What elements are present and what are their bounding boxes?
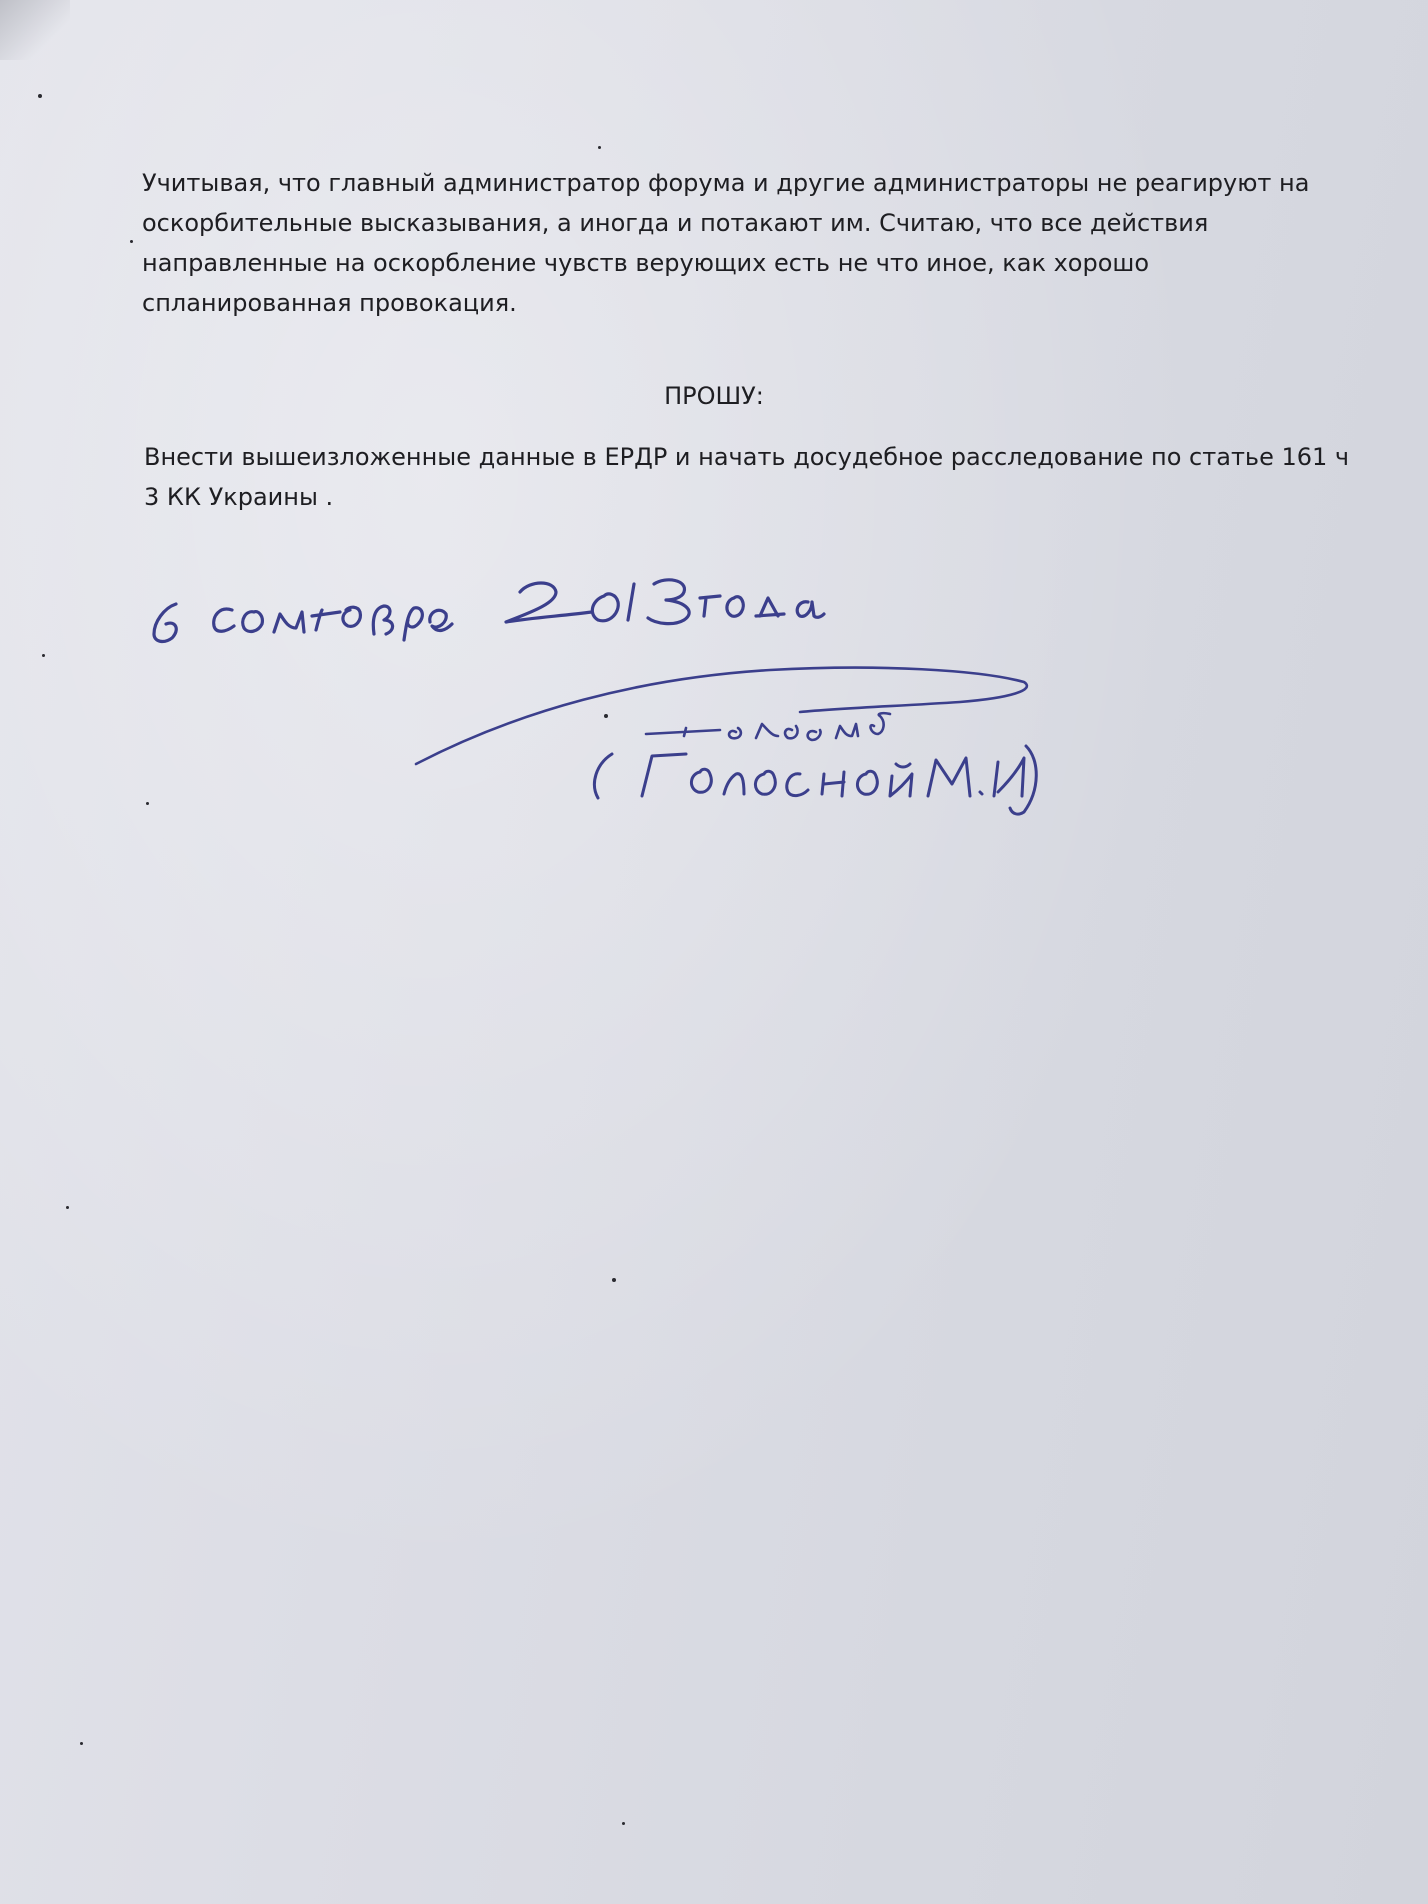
paper-speck bbox=[622, 1822, 625, 1825]
intro-paragraph: Учитывая, что главный администратор форума и другие администраторы не реагируют на оскорбительные высказывания, а иногда и потакают им. Считаю, что все действия направленные на оскорбление чувств верующих есть не что иное, как хорошо спланированная провокация. bbox=[142, 169, 1310, 317]
paper-speck bbox=[130, 240, 133, 243]
paper-speck bbox=[604, 714, 608, 718]
paper-speck bbox=[38, 94, 42, 98]
signature bbox=[416, 668, 1027, 764]
paper-speck bbox=[42, 654, 45, 657]
paper-speck bbox=[66, 1206, 69, 1209]
paper-speck bbox=[146, 802, 149, 805]
handwritten-date bbox=[154, 580, 824, 642]
paper-speck bbox=[598, 146, 601, 149]
paper-speck bbox=[80, 1742, 83, 1745]
request-paragraph: Внести вышеизложенные данные в ЕРДР и начать досудебное расследование по статье 161 ч 3 КК Украины . bbox=[144, 443, 1350, 511]
handwritten-signature-name bbox=[594, 746, 1036, 814]
request-heading: ПРОШУ: bbox=[664, 382, 764, 410]
paper-speck bbox=[612, 1278, 616, 1282]
